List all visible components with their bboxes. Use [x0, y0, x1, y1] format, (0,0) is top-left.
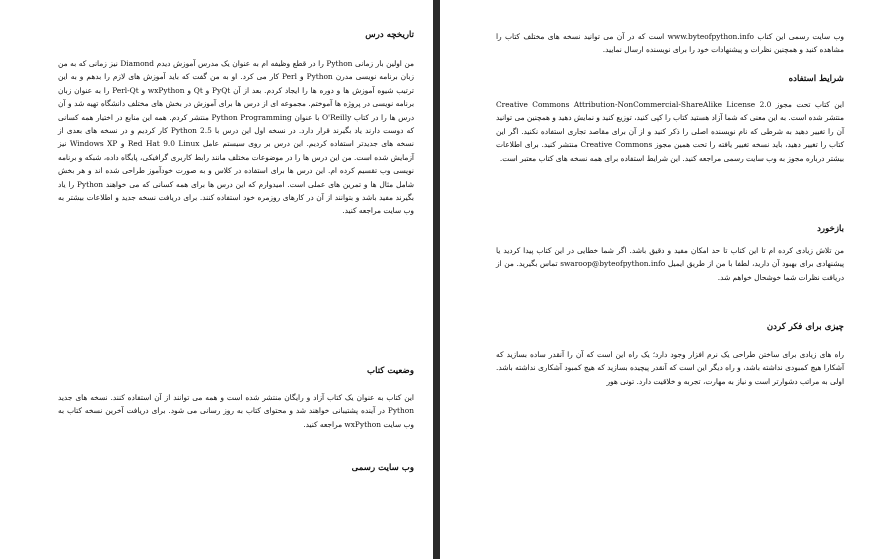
- book-status-heading: وضعیت کتاب: [366, 366, 414, 376]
- section-think: [496, 320, 844, 388]
- think-body: راه های زیادی برای ساختن طراحی یک نرم افزار وجود دارد؛ یک راه این است که آن را آنقدر ساده بسازید که آشکارا هیچ کمبودی نداشته باشد، و راه دیگر این است که آنقدر پیچیده بسازید که هیچ کمبود آشکاری نداشته باشد. اولی به مراتب دشوارتر است و نیاز به مهارت، تجربه و خلاقیت دارد. تونی هور: [496, 350, 844, 386]
- page-divider: [433, 0, 440, 559]
- history-body: من اولین بار زمانی Python را در قطع وظیفه ام به عنوان یک مدرس آموزش دیدم Diamond نیز زمانی که به من زبان برنامه نویسی مدرن Python و Perl کار می کرد. او به من گفت که باید آموزش های لازم را بدهم و به این ترتیب شیوه آموزش ها و دوره ها را ایجاد کردم. بعد از آن PyQt و Qt و wxPython و Perl-Qt را به عنوان زبان برنامه نویسی در پروژه ها آموختم. مجموعه ای از درس ها برای آموزش در بخش های مختلف دانشگاه تهیه شد و آن درس ها را در کتاب O'Reilly با عنوان Python Programming منتشر کردم. همه این منابع در اختیار همه کسانی که دوست دارند یاد بگیرند قرار دارد. در نسخه اول این درس با Python 2.5 کار کردیم و در نسخه های بعدی از نسخه های جدیدتر استفاده کردیم. این درس بر روی سیستم عامل Red Hat 9.0 Linux و Windows XP نیز آزمایش شده است. من این درس ها را در موضوعات مختلف مانند رابط کاربری گرافیکی، پایگاه داده، شبکه و برنامه نویسی وب تقسیم کرده ام. این درس ها برای استفاده در کلاس و به صورت خودآموز طراحی شده اند و هر بخش شامل مثال ها و تمرین های عملی است. امیدوارم که این درس ها برای همه کسانی که می خواهند Python را یاد بگیرند مفید باشد و بتوانند از آن در کارهای روزمره خود استفاده کنند. برای دریافت نسخه جدید و اطلاعات بیشتر به وب سایت مراجعه کنید.: [58, 59, 415, 216]
- official-site-heading: وب سایت رسمی: [351, 463, 414, 473]
- section-book-status: [58, 364, 414, 431]
- section-license: [496, 72, 844, 165]
- left-page: [0, 0, 433, 559]
- section-feedback: [496, 222, 844, 284]
- feedback-body: من تلاش زیادی کرده ام تا این کتاب تا حد امکان مفید و دقیق باشد. اگر شما خطایی در این کتاب پیدا کردید یا پیشنهادی برای بهبود آن دارید، لطفا با من از طریق ایمیل swaroop@byteofpython.info تماس بگیرید. من از دریافت نظرات شما خوشحال خواهم شد.: [496, 246, 845, 282]
- section-history: [58, 28, 414, 218]
- right-page: [440, 0, 875, 559]
- section-site-info: [496, 30, 844, 57]
- license-heading: شرایط استفاده: [788, 74, 844, 84]
- history-heading: تاریخچه درس: [365, 30, 414, 40]
- book-status-body: این کتاب به عنوان یک کتاب آزاد و رایگان منتشر شده است و همه می توانند از آن استفاده کنند. نسخه های جدید Python در آینده پشتیبانی خواهند شد و محتوای کتاب به روز رسانی می شود. برای دریافت آخرین نسخه کتاب به وب سایت wxPython مراجعه کنید.: [58, 393, 414, 429]
- think-heading: چیزی برای فکر کردن: [766, 322, 844, 332]
- license-body: این کتاب تحت مجوز Creative Commons Attribution-NonCommercial-ShareAlike License 2.0 منتشر شده است. به این معنی که شما آزاد هستید کتاب را کپی کنید، توزیع کنید و نمایش دهید و همچنین می توانید آن را تغییر دهید به شرطی که نام نویسنده اصلی را ذکر کنید و از آن برای مقاصد تجاری استفاده نکنید. اگر این کتاب را تغییر دهید، باید نسخه تغییر یافته را تحت همین مجوز Creative Commons منتشر کنید. برای اطلاعات بیشتر درباره مجوز به وب سایت رسمی مراجعه کنید. این شرایط استفاده برای همه نسخه های کتاب معتبر است.: [496, 100, 845, 163]
- site-info-body: وب سایت رسمی این کتاب www.byteofpython.info است که در آن می توانید نسخه های مختلف کتاب را مشاهده کنید و همچنین نظرات و پیشنهادات خود را برای نویسنده ارسال نمایید.: [496, 32, 844, 55]
- section-official-site: [352, 461, 414, 475]
- feedback-heading: بازخورد: [817, 224, 844, 234]
